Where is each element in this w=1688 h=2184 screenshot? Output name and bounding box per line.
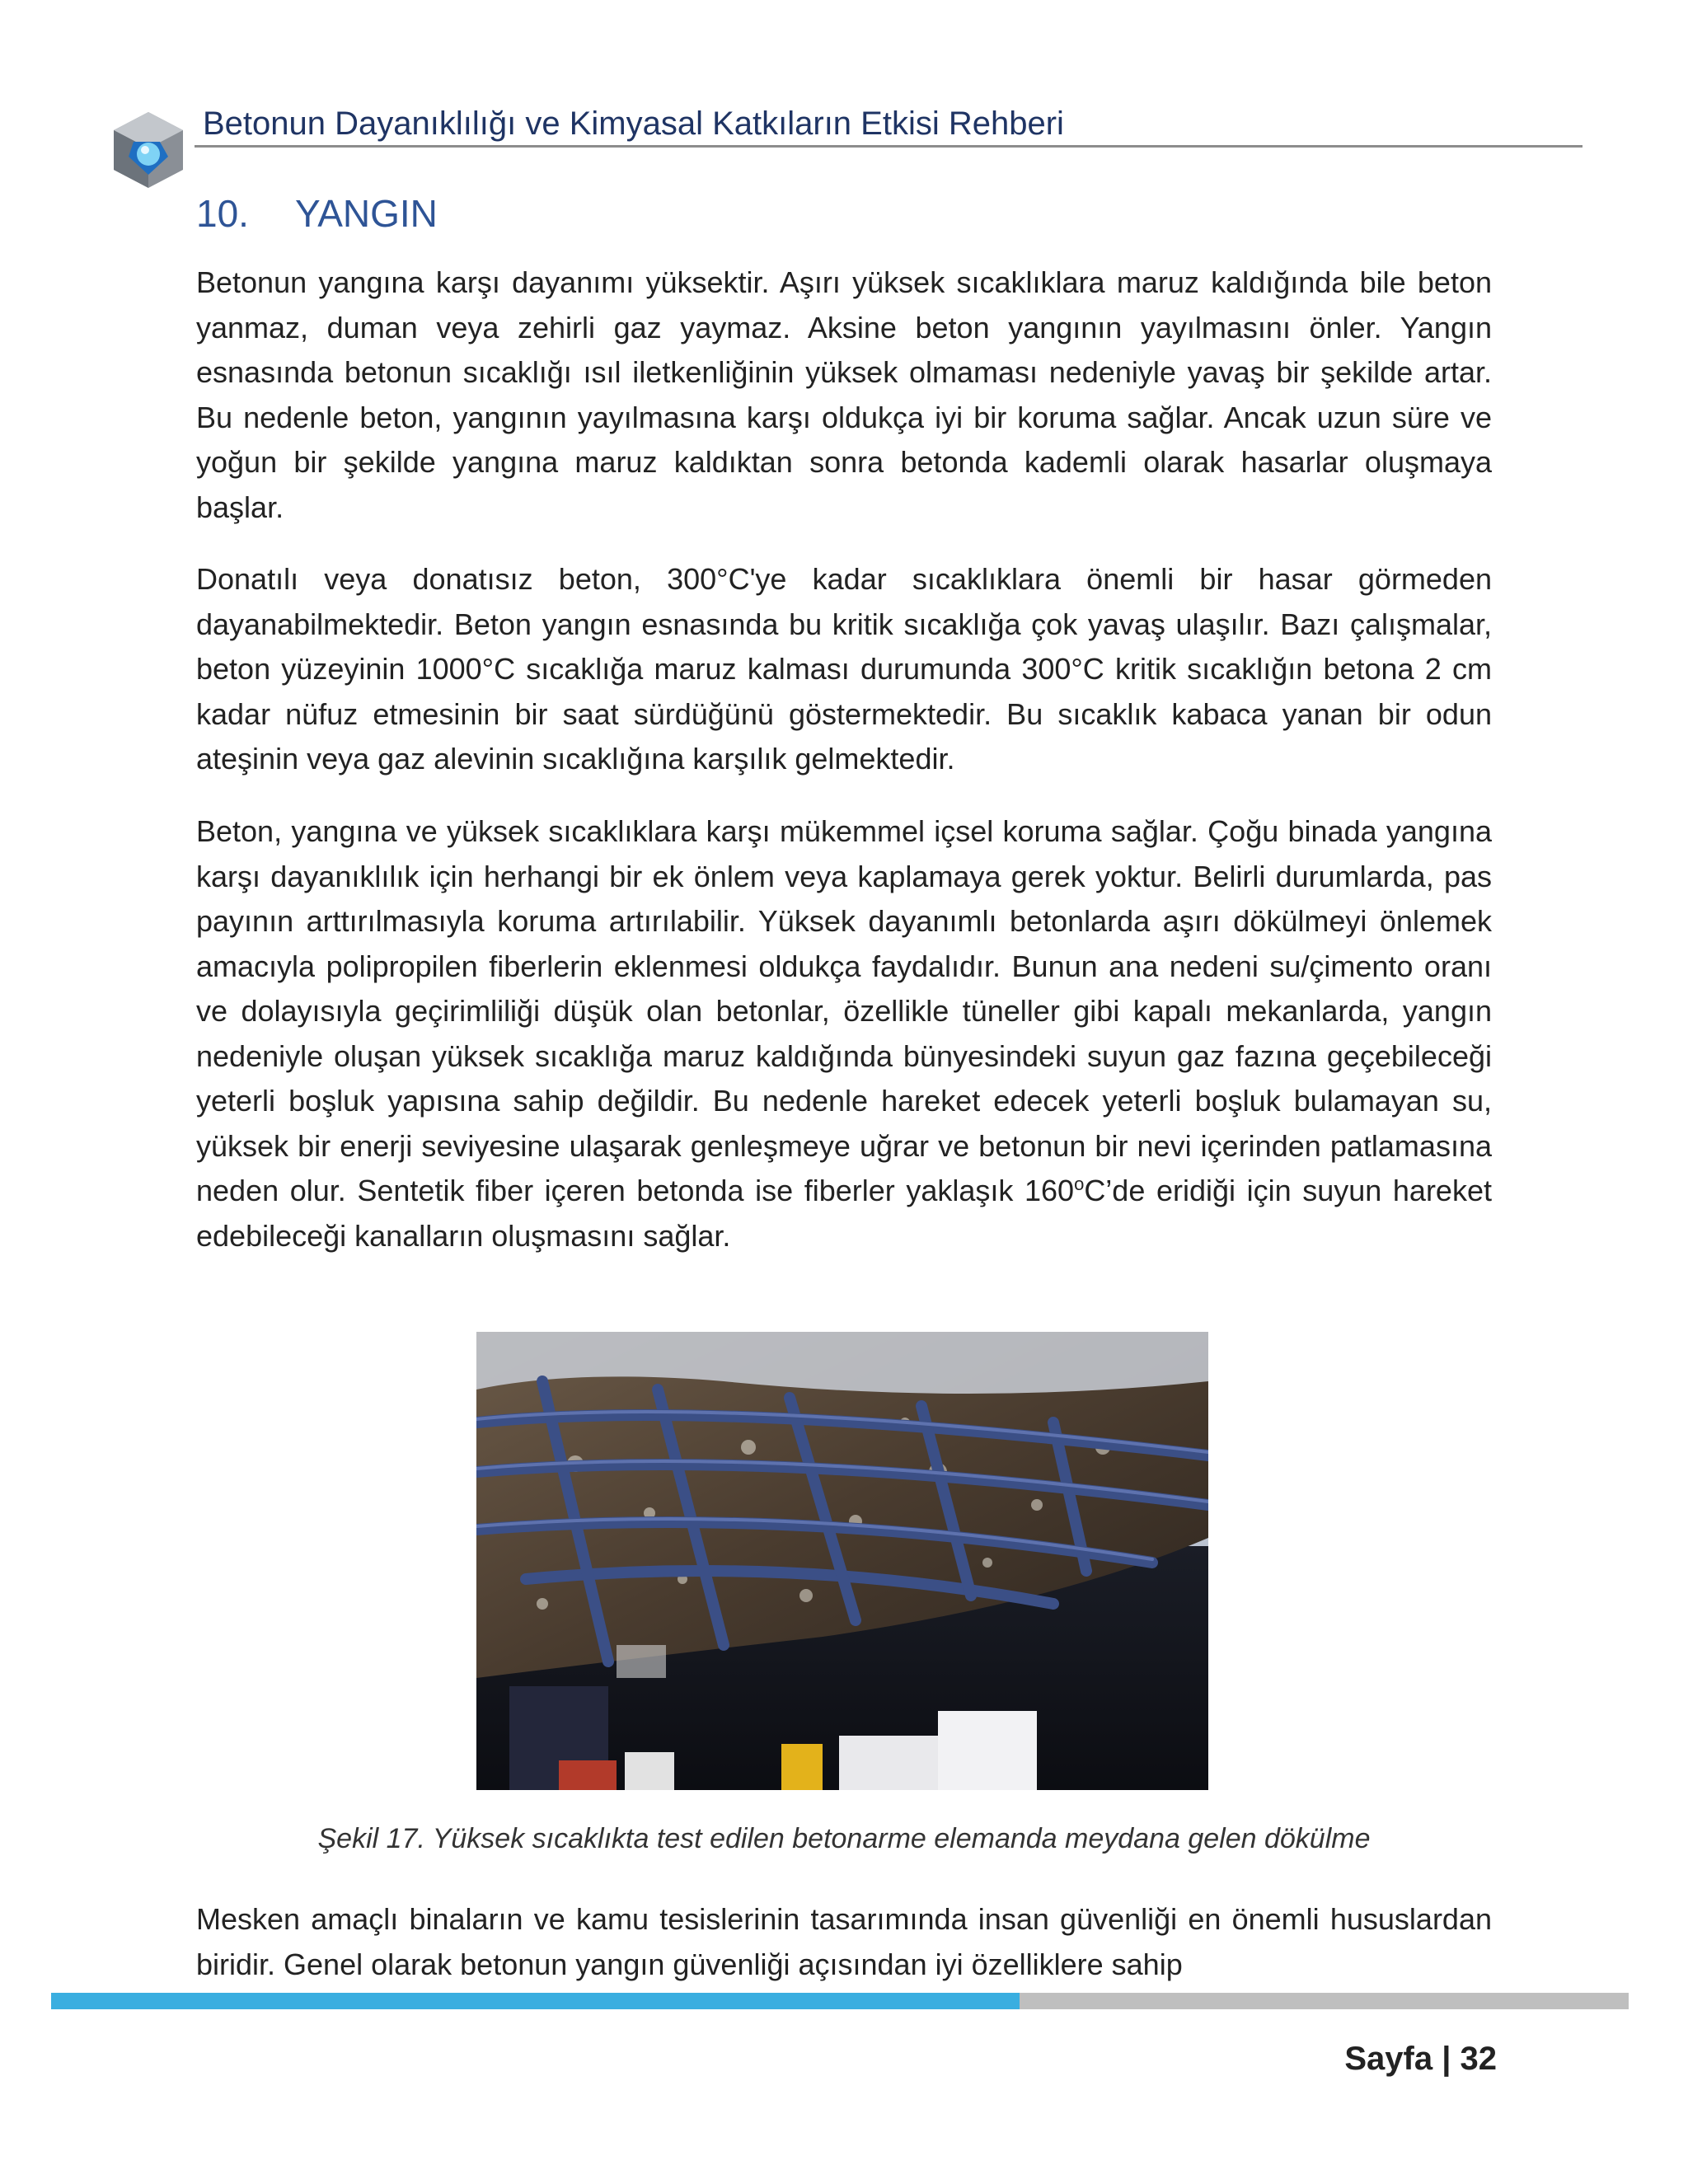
paragraph-spalling bbox=[196, 809, 1492, 1258]
section-title: YANGIN bbox=[294, 192, 438, 235]
figure-caption: Şekil 17. Yüksek sıcaklıkta test edilen betonarme elemanda meydana gelen dökülme bbox=[317, 1823, 1371, 1854]
page-number: Sayfa | 32 bbox=[1344, 2041, 1497, 2077]
figure-spalling-photo bbox=[476, 1332, 1208, 1790]
section-heading bbox=[196, 191, 438, 236]
paragraph-spalling-text-1: Beton, yangına ve yüksek sıcaklıklara karşı mükemmel içsel koruma sağlar. Çoğu binada yangına karşı dayanıklılık için herhangi bir ek önlem veya kaplamaya gerek yoktur. Belirli durumlarda, pas payının arttırılmasıyla koruma artırılabilir. Yüksek dayanımlı betonlarda aşırı dökülmeyi önlemek amacıyla polipropilen fiberlerin eklenmesi oldukça faydalıdır. Bunun ana nedeni su/çimento oranı ve dolayısıyla geçirimliliği düşük olan betonlar, özellikle tüneller gibi kapalı mekanlarda, yangın nedeniyle oluşan yüksek sıcaklığa maruz kaldığında bünyesindeki suyun gaz fazına geçebileceği yeterli boşluk yapısına sahip değildir. Bu nedenle hareket edecek yeterli boşluk bulamayan su, yüksek bir enerji seviyesine ulaşarak genleşmeye uğrar ve betonun bir nevi içerinden patlamasına neden olur. Sentetik fiber içeren betonda ise fiberler yaklaşık 160 bbox=[196, 814, 1492, 1207]
page-progress-bar bbox=[51, 1993, 1629, 2009]
paragraph-safety: Mesken amaçlı binaların ve kamu tesislerinin tasarımında insan güvenliği en önemli hususlardan biridir. Genel olarak betonun yangın güvenliği açısından iyi özelliklere sahip bbox=[196, 1902, 1492, 1981]
header-divider bbox=[195, 145, 1582, 148]
paragraph-critical-temperature: Donatılı veya donatısız beton, 300°C'ye kadar sıcaklıklara önemli bir hasar görmeden dayanabilmektedir. Beton yangın esnasında bu kritik sıcaklığa çok yavaş ulaşılır. Bazı çalışmalar, beton yüzeyinin 1000°C sıcaklığa maruz kalması durumunda 300°C kritik sıcaklığın betona 2 cm kadar nüfuz etmesinin bir saat sürdüğünü göstermektedir. Bu sıcaklık kabaca yanan bir odun ateşinin veya gaz alevinin sıcaklığına karşılık gelmektedir. bbox=[196, 562, 1492, 776]
header-title: Betonun Dayanıklılığı ve Kimyasal Katkıların Etkisi Rehberi bbox=[203, 105, 1064, 142]
degree-superscript: o bbox=[1074, 1174, 1085, 1194]
paragraph-spalling-text-2: C’de eridiği için suyun hareket edebileceği kanalların oluşmasını sağlar. bbox=[196, 1174, 1492, 1253]
paragraph-fire-resistance: Betonun yangına karşı dayanımı yüksektir. Aşırı yüksek sıcaklıklara maruz kaldığında bile beton yanmaz, duman veya zehirli gaz yaymaz. Aksine beton yangının yayılmasını önler. Yangın esnasında betonun sıcaklığı ısıl iletkenliğinin yüksek olmaması nedeniyle yavaş bir şekilde artar. Bu nedenle beton, yangının yayılmasına karşı oldukça iyi bir koruma sağlar. Ancak uzun süre ve yoğun bir şekilde yangına maruz kaldıktan sonra betonda kademli olarak hasarlar oluşmaya başlar. bbox=[196, 265, 1492, 524]
cube-logo-icon bbox=[109, 109, 188, 191]
page-progress-fill bbox=[51, 1993, 1020, 2009]
section-number: 10. bbox=[196, 192, 249, 235]
